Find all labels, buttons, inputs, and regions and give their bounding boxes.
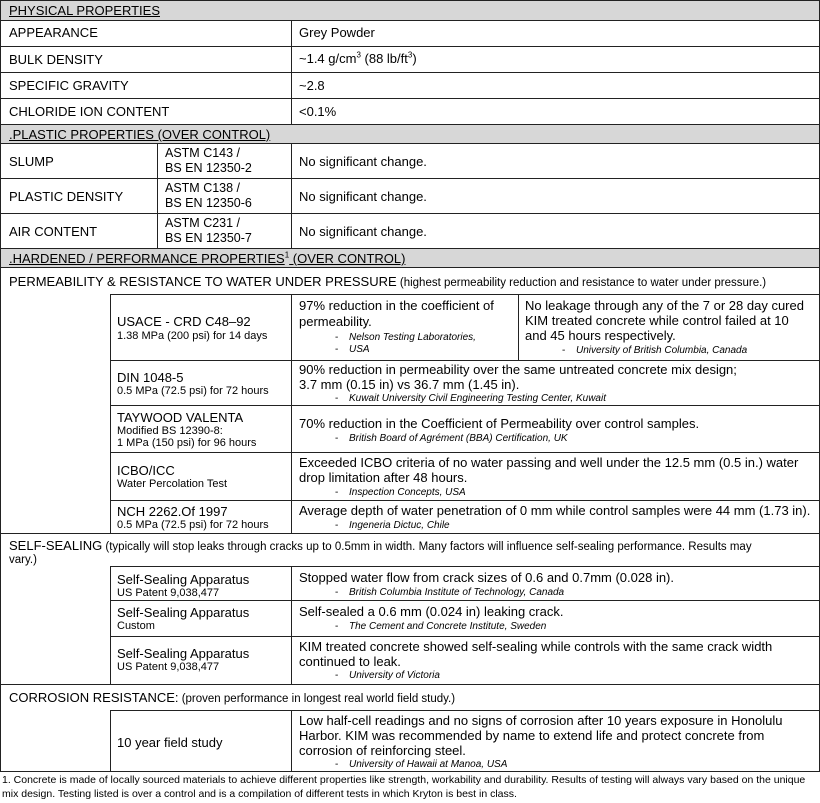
air-content-value: No significant change. — [299, 224, 427, 239]
self-sealing-1-sub: US Patent 9,038,477 — [117, 587, 220, 599]
slump-std-bs: BS EN 12350-2 — [165, 161, 252, 175]
footnote-ref: 1 — [284, 250, 290, 260]
rule — [0, 533, 820, 534]
specific-gravity-label: SPECIFIC GRAVITY — [9, 78, 129, 93]
nch-result: Average depth of water penetration of 0 mm while control samples were 44 mm (1.73 in). — [299, 503, 811, 518]
plastic-header: .PLASTIC PROPERTIES (OVER CONTROL) — [9, 127, 271, 142]
superscript: 3 — [356, 50, 361, 60]
corrosion-note: (proven performance in longest real world field study.) — [178, 693, 456, 705]
rule — [0, 248, 820, 249]
corrosion-title — [9, 690, 455, 707]
icbo-source: - Inspection Concepts, USA — [335, 487, 466, 499]
usace-result-1b: permeability. — [299, 314, 372, 329]
appearance-value: Grey Powder — [299, 25, 375, 40]
corrosion-study-name: 10 year field study — [117, 735, 223, 750]
usace-name: USACE - CRD C48–92 — [117, 314, 251, 329]
self-sealing-3-source: - University of Victoria — [335, 670, 440, 682]
self-sealing-title — [9, 538, 752, 555]
rule — [110, 566, 111, 685]
rule — [0, 0, 820, 1]
air-content-label: AIR CONTENT — [9, 224, 98, 239]
din-name: DIN 1048-5 — [117, 370, 184, 385]
slump-value: No significant change. — [299, 154, 427, 169]
rule — [0, 72, 820, 73]
corrosion-title-text: CORROSION RESISTANCE: — [9, 690, 179, 705]
usace-source-1a: - Nelson Testing Laboratories, — [335, 332, 476, 344]
rule — [291, 20, 292, 125]
rule — [110, 500, 820, 501]
rule — [0, 98, 820, 99]
hardened-header-text: .HARDENED / PERFORMANCE PROPERTIES — [9, 251, 285, 266]
taywood-name: TAYWOOD VALENTA — [117, 410, 244, 425]
rule — [0, 178, 820, 179]
plastic-density-std-bs: BS EN 12350-6 — [165, 196, 252, 210]
specific-gravity-value: ~2.8 — [299, 78, 325, 93]
bulk-density-close: ) — [412, 51, 417, 66]
rule — [0, 143, 820, 144]
rule — [0, 46, 820, 47]
rule — [110, 452, 820, 453]
chloride-value: <0.1% — [299, 104, 337, 119]
rule — [110, 360, 820, 361]
rule — [0, 771, 820, 772]
self-sealing-1-name: Self-Sealing Apparatus — [117, 572, 250, 587]
slump-std-astm: ASTM C143 / — [165, 146, 241, 160]
rule — [110, 294, 820, 295]
corrosion-result-b: Harbor. KIM was recommended by name to extend life and protect concrete from — [299, 728, 765, 743]
plastic-density-label: PLASTIC DENSITY — [9, 189, 124, 204]
taywood-source: - British Board of Agrément (BBA) Certification, UK — [335, 433, 568, 445]
taywood-sub-1: Modified BS 12390-8: — [117, 425, 223, 437]
footnote-line-1: 1. Concrete is made of locally sourced materials to achieve different properties like strength, workability and durability. Results of testing will always vary based on the unique — [2, 774, 806, 786]
icbo-name: ICBO/ICC — [117, 463, 175, 478]
nch-source: - Ingeneria Dictuc, Chile — [335, 520, 450, 532]
slump-label: SLUMP — [9, 154, 54, 169]
rule — [291, 710, 292, 772]
air-content-std-astm: ASTM C231 / — [165, 216, 241, 230]
icbo-sub: Water Percolation Test — [117, 478, 228, 490]
rule — [110, 710, 820, 711]
corrosion-result-c: corrosion of reinforcing steel. — [299, 743, 466, 758]
corrosion-source: - University of Hawaii at Manoa, USA — [335, 759, 507, 771]
usace-sub: 1.38 MPa (200 psi) for 14 days — [117, 330, 268, 342]
bulk-density-imperial: (88 lb/ft — [360, 51, 408, 66]
rule — [0, 20, 820, 21]
rule — [0, 267, 820, 268]
rule — [110, 600, 820, 601]
nch-name: NCH 2262.Of 1997 — [117, 504, 228, 519]
permeability-note: (highest permeability reduction and resistance to water under pressure.) — [396, 277, 767, 289]
rule — [110, 294, 111, 534]
self-sealing-2-sub: Custom — [117, 620, 155, 632]
permeability-title — [9, 274, 766, 291]
plastic-density-value: No significant change. — [299, 189, 427, 204]
usace-result-2c: and 45 hours respectively. — [525, 328, 676, 343]
self-sealing-3-name: Self-Sealing Apparatus — [117, 646, 250, 661]
self-sealing-note-2: vary.) — [9, 554, 37, 566]
rule — [110, 636, 820, 637]
rule — [0, 684, 820, 685]
hardened-header-end: (OVER CONTROL) — [289, 251, 406, 266]
self-sealing-2-name: Self-Sealing Apparatus — [117, 605, 250, 620]
din-sub: 0.5 MPa (72.5 psi) for 72 hours — [117, 385, 269, 397]
usace-result-2a: No leakage through any of the 7 or 28 day cured — [525, 298, 804, 313]
usace-result-1a: 97% reduction in the coefficient of — [299, 298, 494, 313]
self-sealing-note: (typically will stop leaks through cracks up to 0.5mm in width. Many factors will influence self-sealing performance. Results may — [102, 541, 752, 553]
self-sealing-2-source: - The Cement and Concrete Institute, Sweden — [335, 621, 546, 633]
hardened-header — [9, 251, 405, 267]
rule — [291, 143, 292, 249]
usace-source-2: - University of British Columbia, Canada — [562, 345, 747, 357]
chloride-label: CHLORIDE ION CONTENT — [9, 104, 170, 119]
taywood-result: 70% reduction in the Coefficient of Permeability over control samples. — [299, 416, 700, 431]
self-sealing-3-sub: US Patent 9,038,477 — [117, 661, 220, 673]
plastic-density-std-astm: ASTM C138 / — [165, 181, 241, 195]
bulk-density-label: BULK DENSITY — [9, 52, 103, 67]
rule — [518, 294, 519, 361]
taywood-sub-2: 1 MPa (150 psi) for 96 hours — [117, 437, 257, 449]
self-sealing-1-result: Stopped water flow from crack sizes of 0.6 and 0.7mm (0.028 in). — [299, 570, 675, 585]
din-result-a: 90% reduction in permeability over the same untreated concrete mix design; — [299, 362, 737, 377]
rule — [291, 566, 292, 685]
bulk-density-metric: ~1.4 g/cm — [299, 51, 357, 66]
self-sealing-title-text: SELF-SEALING — [9, 538, 103, 553]
icbo-result-b: drop limitation after 48 hours. — [299, 470, 468, 485]
usace-result-2b: KIM treated concrete while control failed at 10 — [525, 313, 789, 328]
icbo-result-a: Exceeded ICBO criteria of no water passing and well under the 12.5 mm (0.5 in.) water — [299, 455, 799, 470]
din-result-b: 3.7 mm (0.15 in) vs 36.7 mm (1.45 in). — [299, 377, 520, 392]
rule — [0, 124, 820, 125]
rule — [110, 566, 820, 567]
physical-header: PHYSICAL PROPERTIES — [9, 3, 160, 18]
footnote-line-2: mix design. Testing listed is over a control and is a compilation of different tests in which Kryton is best in class. — [2, 788, 517, 800]
rule — [0, 0, 1, 772]
din-source: - Kuwait University Civil Engineering Testing Center, Kuwait — [335, 393, 606, 405]
rule — [157, 143, 158, 249]
superscript: 3 — [407, 50, 413, 60]
permeability-title-text: PERMEABILITY & RESISTANCE TO WATER UNDER PRESSURE — [9, 274, 397, 289]
rule — [0, 213, 820, 214]
self-sealing-1-source: - British Columbia Institute of Technology, Canada — [335, 587, 564, 599]
self-sealing-2-result: Self-sealed a 0.6 mm (0.024 in) leaking crack. — [299, 604, 564, 619]
rule — [110, 405, 820, 406]
usace-source-1b: - USA — [335, 344, 370, 356]
nch-sub: 0.5 MPa (72.5 psi) for 72 hours — [117, 519, 269, 531]
appearance-label: APPEARANCE — [9, 25, 98, 40]
air-content-std-bs: BS EN 12350-7 — [165, 231, 252, 245]
rule — [110, 710, 111, 772]
corrosion-result-a: Low half-cell readings and no signs of corrosion after 10 years exposure in Honolulu — [299, 713, 783, 728]
self-sealing-3-result-a: KIM treated concrete showed self-sealing while controls with the same crack width — [299, 639, 773, 654]
self-sealing-3-result-b: continued to leak. — [299, 654, 401, 669]
bulk-density-value — [299, 51, 417, 67]
rule — [291, 294, 292, 534]
